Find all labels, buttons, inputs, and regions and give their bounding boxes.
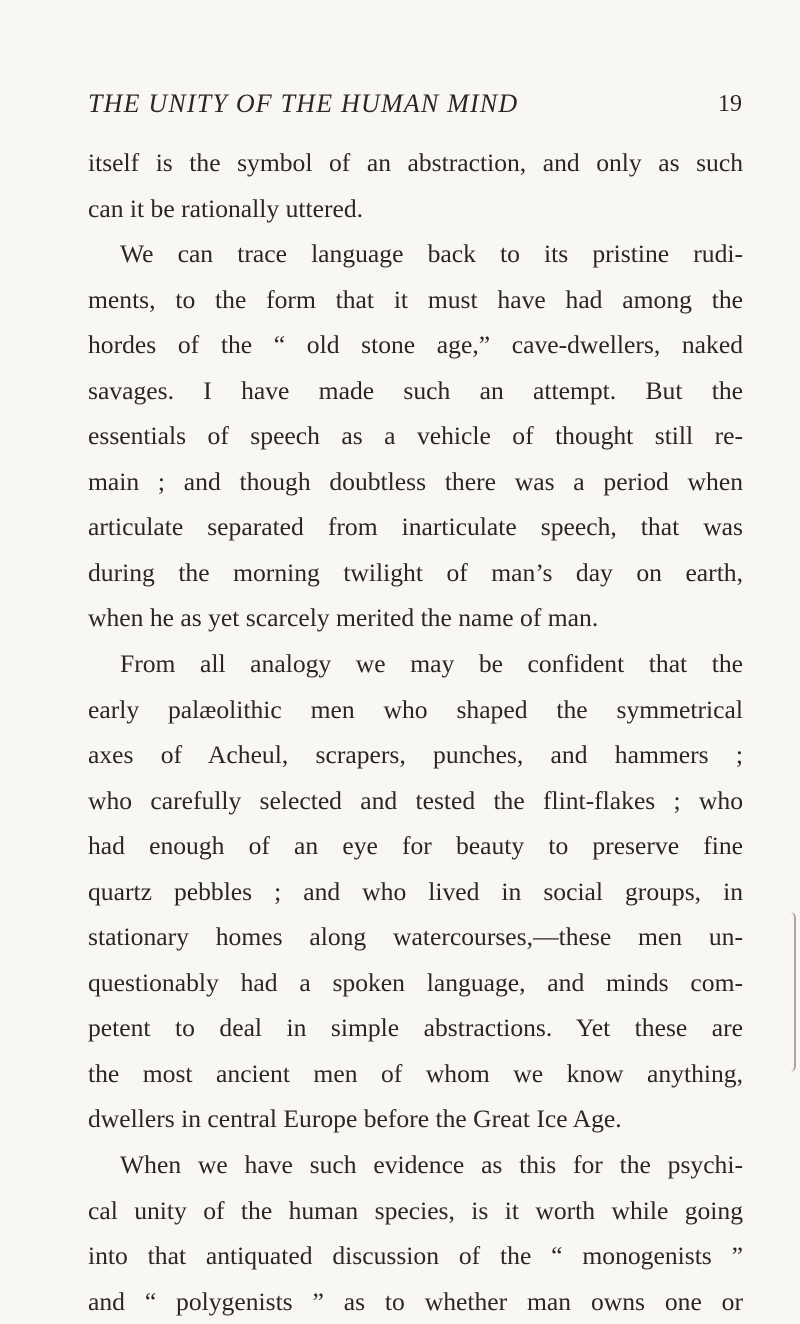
text-line: hordes of the “ old stone age,” cave-dwellers, naked: [88, 330, 743, 360]
body-text: [88, 140, 743, 1324]
text-line: When we have such evidence as this for the psychi-: [120, 1150, 743, 1180]
text-line: questionably had a spoken language, and minds com-: [88, 967, 743, 997]
text-line: itself is the symbol of an abstraction, and only as such: [88, 148, 743, 177]
text-line: savages. I have made such an attempt. But the: [88, 375, 743, 405]
text-line: quartz pebbles ; and who lived in social groups, in: [88, 876, 743, 906]
text-line: and “ polygenists ” as to whether man owns one or: [88, 1286, 743, 1316]
page-number: 19: [718, 91, 742, 117]
page-header: [88, 89, 742, 125]
text-line: had enough of an eye for beauty to preserve fine: [88, 831, 743, 861]
text-line: when he as yet scarcely merited the name of man.: [88, 603, 599, 633]
text-line: main ; and though doubtless there was a period when: [88, 466, 743, 496]
margin-bracket-mark: [786, 912, 796, 1072]
text-line: From all analogy we may be confident that the: [120, 649, 743, 679]
text-line: axes of Acheul, scrapers, punches, and hammers ;: [88, 740, 743, 770]
text-line: into that antiquated discussion of the “ monogenists ”: [88, 1241, 743, 1271]
text-line: stationary homes along watercourses,—these men un-: [88, 922, 743, 952]
text-line: We can trace language back to its pristine rudi-: [120, 239, 743, 269]
text-line: the most ancient men of whom we know anything,: [88, 1058, 743, 1088]
running-title: THE UNITY OF THE HUMAN MIND: [88, 89, 519, 118]
text-line: petent to deal in simple abstractions. Yet these are: [88, 1013, 743, 1043]
text-line: ments, to the form that it must have had among the: [88, 284, 743, 314]
text-line: dwellers in central Europe before the Great Ice Age.: [88, 1104, 622, 1134]
text-line: cal unity of the human species, is it worth while going: [88, 1195, 743, 1225]
text-line: essentials of speech as a vehicle of thought still re-: [88, 421, 743, 451]
text-line: who carefully selected and tested the flint-flakes ; who: [88, 785, 743, 815]
text-line: articulate separated from inarticulate speech, that was: [88, 512, 743, 542]
text-line: early palæolithic men who shaped the symmetrical: [88, 694, 743, 724]
text-line: can it be rationally uttered.: [88, 193, 364, 223]
text-line: during the morning twilight of man’s day on earth,: [88, 557, 743, 587]
